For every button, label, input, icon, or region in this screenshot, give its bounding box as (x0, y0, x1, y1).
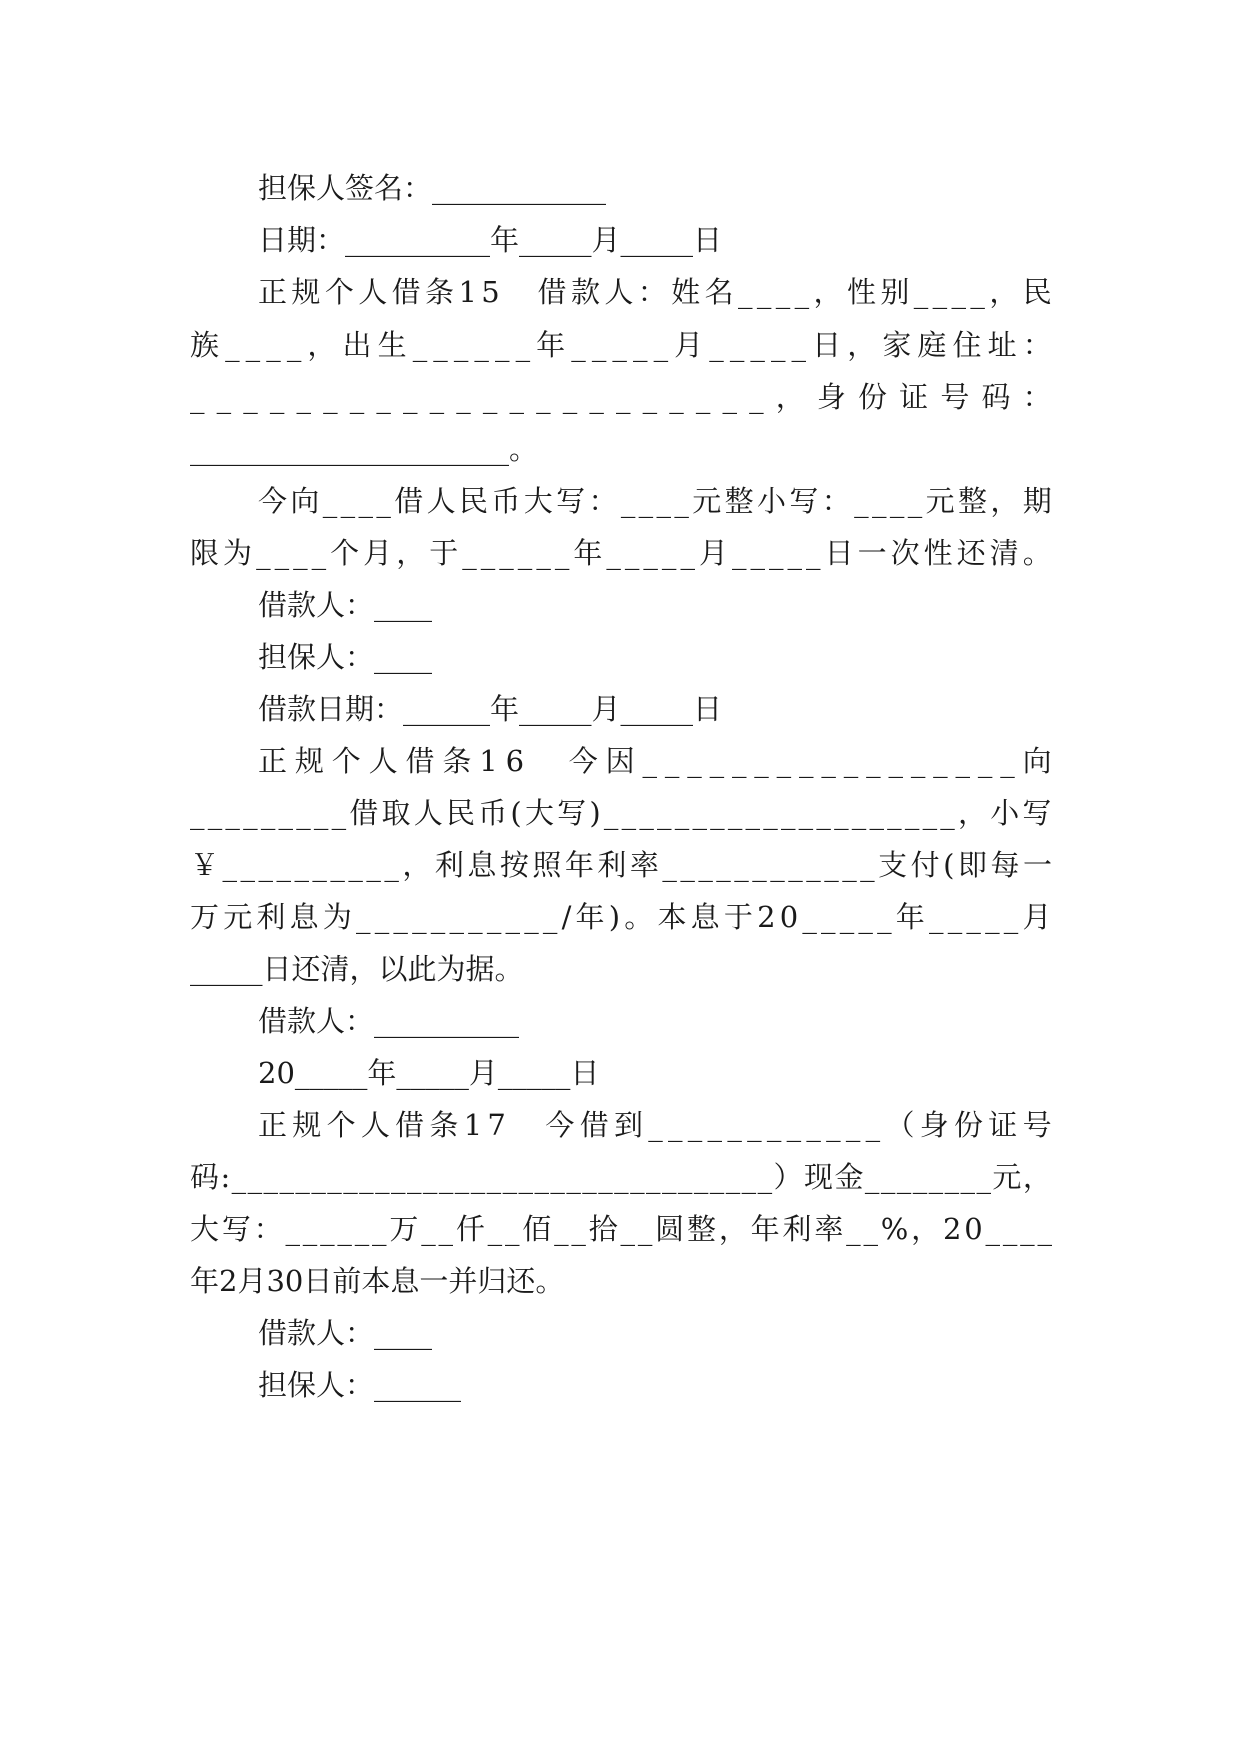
iou-15-line-1: 正 规 个 人 借 条 1 5 借 款 人 ： 姓 名 _ _ _ _ ， 性 别 _ _ _ _ ， 民 (258, 275, 1052, 309)
guarantor-line-2: 担保人：______ (258, 1368, 462, 1402)
borrower-line-2: 借款人：__________ (258, 1004, 520, 1038)
iou-16-line-1: 正 规 个 人 借 条 1 6 今 因 _ _ _ _ _ _ _ _ _ _ _ _ _ _ _ _ _ 向 (258, 744, 1052, 778)
iou-17-line-3: 大 写 ： _ _ _ _ _ _ 万 _ _ 仟 _ _ 佰 _ _ 拾 _ _ 圆 整 ， 年 利 率 _ _ % ， 2 0 _ _ _ _ (190, 1212, 1052, 1246)
iou-17-line-1: 正 规 个 人 借 条 1 7 今 借 到 _ _ _ _ _ _ _ _ _ _ _ _ （ 身 份 证 号 (258, 1108, 1052, 1142)
loan-date-line: 借款日期：______年_____月_____日 (258, 692, 723, 726)
guarantor-signature-line: 担保人签名：____________ (258, 171, 607, 205)
iou-15-line-3: _ _ _ _ _ _ _ _ _ _ _ _ _ _ _ _ _ _ _ _ _ _ ， 身 份 证 号 码 ： (190, 380, 1052, 414)
borrower-line-3: 借款人：____ (258, 1316, 433, 1350)
iou-16-line-2: _ _ _ _ _ _ _ _ _ 借 取 人 民 币 ( 大 写 ) _ _ _ _ _ _ _ _ _ _ _ _ _ _ _ _ _ _ _ _ ， 小 写 (190, 796, 1052, 830)
iou-15-line-6: 限 为 _ _ _ _ 个 月 ， 于 _ _ _ _ _ _ 年 _ _ _ _ _ 月 _ _ _ _ _ 日 一 次 性 还 清 。 (190, 536, 1052, 570)
iou-15-line-2: 族 _ _ _ _ ， 出 生 _ _ _ _ _ _ 年 _ _ _ _ _ 月 _ _ _ _ _ 日 ， 家 庭 住 址 ： (190, 328, 1052, 362)
borrower-line: 借款人：____ (258, 588, 433, 622)
date-line: 日期：__________年_____月_____日 (258, 223, 723, 257)
iou-15-line-5: 今 向 _ _ _ _ 借 人 民 币 大 写 ： _ _ _ _ 元 整 小 写 ： _ _ _ _ 元 整 ， 期 (258, 484, 1052, 518)
iou-16-line-5: _____日还清，以此为据。 (190, 952, 524, 986)
iou-15-line-4: ______________________。 (190, 432, 539, 466)
iou-17-line-2: 码 : _ _ _ _ _ _ _ _ _ _ _ _ _ _ _ _ _ _ _ _ _ _ _ _ _ _ _ _ _ _ _ _ _ _ ） 现 金 _ _ _ _ _ _ _ _ 元 ， (190, 1160, 1052, 1194)
iou-16-line-3: ￥ _ _ _ _ _ _ _ _ _ _ ， 利 息 按 照 年 利 率 _ _ _ _ _ _ _ _ _ _ _ _ 支 付 ( 即 每 一 (190, 848, 1052, 882)
iou-16-line-4: 万 元 利 息 为 _ _ _ _ _ _ _ _ _ _ _ / 年 ) 。 本 息 于 2 0 _ _ _ _ _ 年 _ _ _ _ _ 月 (190, 900, 1052, 934)
date-line-2: 20_____年_____月_____日 (258, 1056, 600, 1090)
iou-17-line-4: 年2月30日前本息一并归还。 (190, 1264, 565, 1298)
guarantor-line: 担保人：____ (258, 640, 433, 674)
